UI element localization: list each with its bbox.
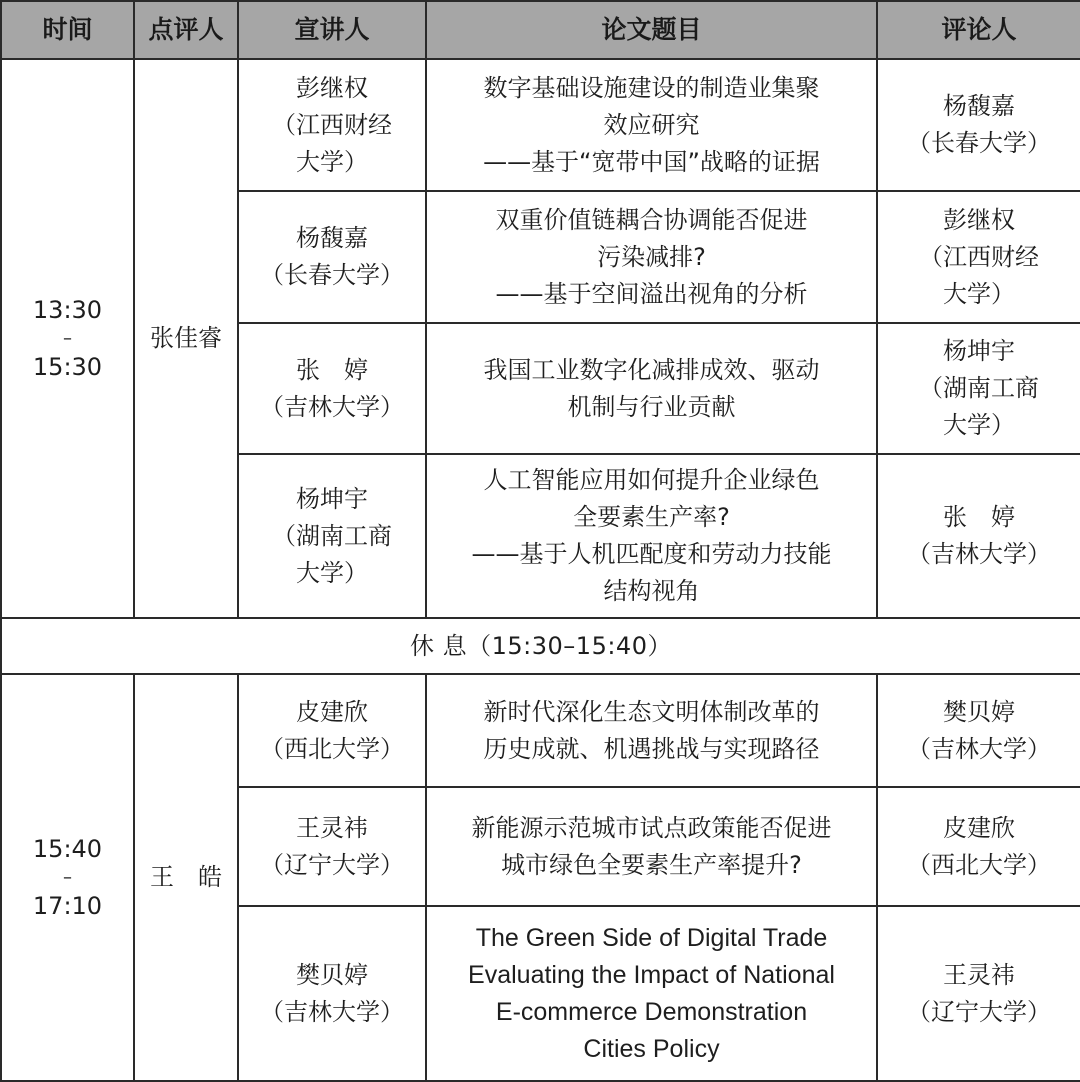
commentator-affiliation: （吉林大学） <box>907 540 1051 568</box>
presenter-cell <box>238 59 426 191</box>
header-row <box>1 1 1080 59</box>
presenter-cell <box>238 454 426 618</box>
commentator-cell <box>877 59 1080 191</box>
commentator-name: 杨坤宇 <box>943 337 1015 365</box>
paper-title-line: 新能源示范城市试点政策能否促进 <box>471 813 832 842</box>
presenter-name: 皮建欣 <box>296 697 368 726</box>
presenter-affiliation: 大学） <box>296 558 368 587</box>
header-presenter: 宣讲人 <box>238 1 426 59</box>
presenter-affiliation: （吉林大学） <box>260 392 404 421</box>
paper-title-line: 数字基础设施建设的制造业集聚 <box>483 73 820 102</box>
paper-title-line: 双重价值链耦合协调能否促进 <box>495 205 808 234</box>
session1-time-dash: – <box>63 327 72 349</box>
paper-title-cell <box>426 191 877 323</box>
session1-time-start: 13:30 <box>32 295 103 324</box>
presenter-name: 彭继权 <box>296 73 368 102</box>
presenter-cell <box>238 191 426 323</box>
session2-reviewer: 王 皓 <box>134 674 238 1081</box>
paper-title-line: ——基于空间溢出视角的分析 <box>495 279 808 308</box>
commentator-affiliation: 大学） <box>943 279 1015 308</box>
session2-time-cell <box>1 674 134 1081</box>
header-paper: 论文题目 <box>426 1 877 59</box>
commentator-cell <box>877 674 1080 787</box>
paper-title-line: 污染减排? <box>597 242 706 271</box>
paper-title-line: 我国工业数字化减排成效、驱动 <box>483 355 820 384</box>
commentator-affiliation: （长春大学） <box>907 129 1051 157</box>
presenter-name: 张 婷 <box>296 355 368 384</box>
paper-title-cell <box>426 454 877 618</box>
presenter-cell <box>238 787 426 906</box>
commentator-name: 王灵祎 <box>943 960 1015 989</box>
paper-title-cell <box>426 59 877 191</box>
paper-title-line: 结构视角 <box>603 577 700 605</box>
presenter-cell <box>238 323 426 454</box>
paper-title-line: 人工智能应用如何提升企业绿色 <box>483 466 820 494</box>
commentator-cell <box>877 787 1080 906</box>
presenter-name: 樊贝婷 <box>296 960 368 989</box>
commentator-affiliation: （辽宁大学） <box>907 997 1051 1026</box>
commentator-name: 彭继权 <box>943 205 1015 234</box>
paper-title-cell <box>426 906 877 1081</box>
commentator-affiliation: （湖南工商 <box>919 374 1039 402</box>
commentator-name: 张 婷 <box>943 503 1015 531</box>
table-row <box>1 674 1080 787</box>
header-commentator: 评论人 <box>877 1 1080 59</box>
paper-title-line: E-commerce Demonstration <box>495 997 808 1026</box>
commentator-name: 樊贝婷 <box>943 697 1015 726</box>
paper-title-line: 历史成就、机遇挑战与实现路径 <box>483 734 820 763</box>
session2-time-start: 15:40 <box>32 834 103 863</box>
session2-time-dash: – <box>63 866 72 888</box>
session1-time-end: 15:30 <box>32 352 103 381</box>
paper-title-line: ——基于“宽带中国”战略的证据 <box>483 147 820 176</box>
presenter-affiliation: （辽宁大学） <box>260 850 404 879</box>
paper-title-cell <box>426 323 877 454</box>
session1-time-cell <box>1 59 134 618</box>
commentator-cell <box>877 323 1080 454</box>
paper-title-line: 城市绿色全要素生产率提升? <box>501 850 802 879</box>
commentator-cell <box>877 906 1080 1081</box>
presenter-affiliation: （长春大学） <box>260 261 404 289</box>
presenter-cell <box>238 674 426 787</box>
commentator-name: 杨馥嘉 <box>943 92 1015 120</box>
paper-title-line: ——基于人机匹配度和劳动力技能 <box>471 540 832 568</box>
commentator-affiliation: 大学） <box>943 411 1015 439</box>
presenter-affiliation: （吉林大学） <box>260 997 404 1026</box>
paper-title-line: The Green Side of Digital Trade <box>475 923 828 952</box>
paper-title-line: 全要素生产率? <box>573 503 730 531</box>
presenter-name: 王灵祎 <box>296 813 368 842</box>
presenter-affiliation: （湖南工商 <box>272 521 392 550</box>
commentator-cell <box>877 454 1080 618</box>
paper-title-line: Evaluating the Impact of National <box>468 960 835 989</box>
paper-title-line: 机制与行业贡献 <box>567 392 736 421</box>
commentator-affiliation: （西北大学） <box>907 850 1051 879</box>
presenter-name: 杨坤宇 <box>296 484 368 513</box>
commentator-cell <box>877 191 1080 323</box>
break-label: 休 息（15:30–15:40） <box>1 618 1080 674</box>
paper-title-cell <box>426 674 877 787</box>
break-row <box>1 618 1080 674</box>
table-row <box>1 59 1080 191</box>
presenter-affiliation: （西北大学） <box>260 734 404 763</box>
commentator-affiliation: （江西财经 <box>919 242 1039 271</box>
header-reviewer: 点评人 <box>134 1 238 59</box>
paper-title-line: Cities Policy <box>583 1034 720 1063</box>
session2-time-end: 17:10 <box>32 891 103 920</box>
session1-reviewer: 张佳睿 <box>134 59 238 618</box>
presenter-name: 杨馥嘉 <box>296 224 368 252</box>
paper-title-line: 新时代深化生态文明体制改革的 <box>483 697 820 726</box>
presenter-affiliation: （江西财经 <box>272 110 392 139</box>
presenter-cell <box>238 906 426 1081</box>
header-time: 时间 <box>1 1 134 59</box>
paper-title-line: 效应研究 <box>603 110 700 139</box>
paper-title-cell <box>426 787 877 906</box>
commentator-affiliation: （吉林大学） <box>907 734 1051 763</box>
presenter-affiliation: 大学） <box>296 147 368 176</box>
commentator-name: 皮建欣 <box>943 813 1015 842</box>
